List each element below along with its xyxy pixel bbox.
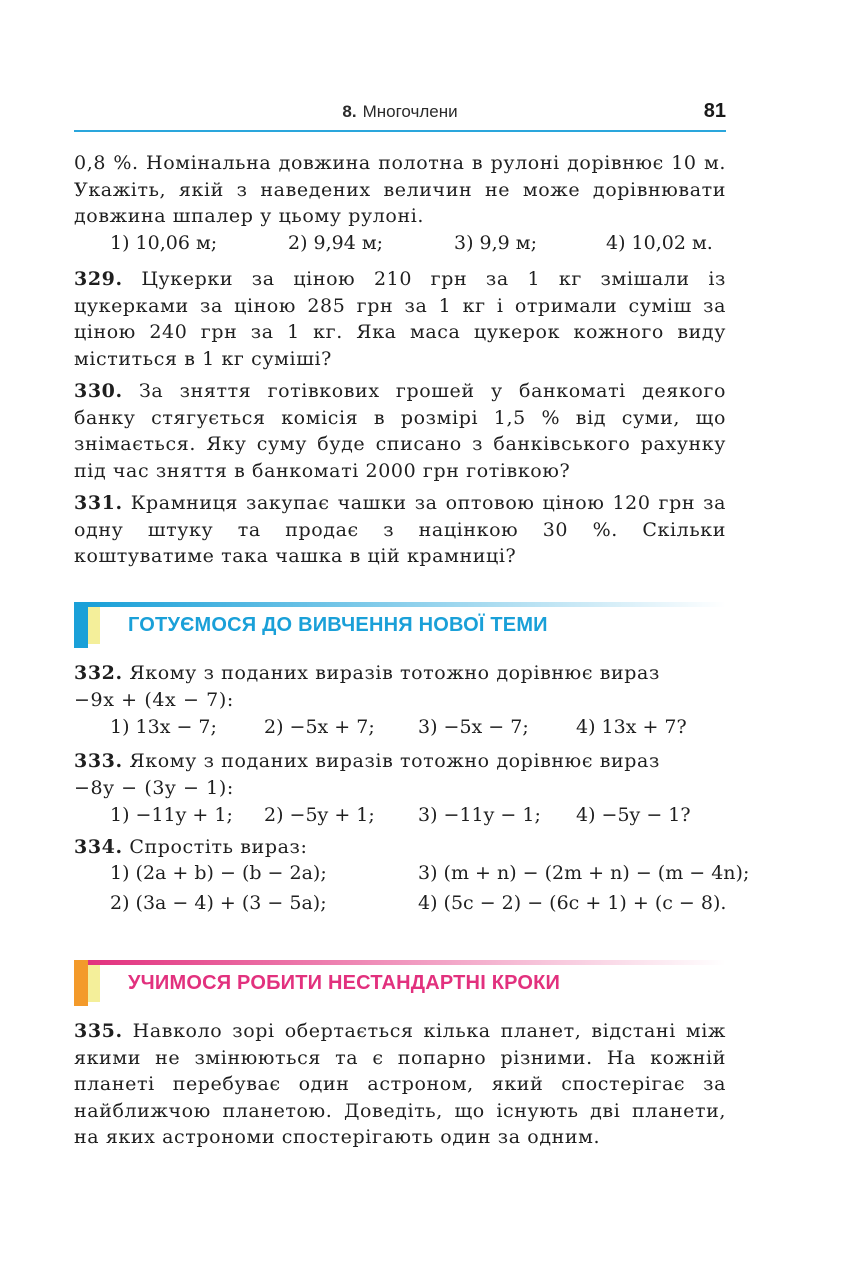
problem-text: Навколо зорі обертається кілька планет, відстані між якими не змінюються та є попарно різними. На кожній планеті перебуває один астроном, який спостерігає за найближчою планетою. Доведіть, що існують дві планети, на яких астрономи спостерігають один за одним. <box>74 1020 726 1148</box>
item-2: 2) (3a − 4) + (3 − 5a); <box>110 892 327 914</box>
chapter-heading <box>74 102 726 122</box>
item-3: 3) (m + n) − (2m + n) − (m − 4n); <box>418 862 750 884</box>
p333-options <box>74 804 726 830</box>
option-1: 1) −11y + 1; <box>110 804 233 826</box>
banner-accent <box>74 602 88 648</box>
problem-text: Спростіть вираз: <box>129 836 308 858</box>
option-2: 2) −5x + 7; <box>264 716 375 738</box>
problem-text: За зняття готівкових грошей у банкоматі деякого банку стягується комісія в розмірі 1,5 % від суми, що знімається. Яку суму буде списано з банківського рахунку під час зняття в банкоматі 2000 грн готівкою? <box>74 380 726 482</box>
option-3: 3) −11y − 1; <box>418 804 541 826</box>
problem-number: 333. <box>74 750 123 772</box>
p332-options <box>74 716 726 742</box>
problem-number: 335. <box>74 1020 123 1042</box>
option-3: 3) −5x − 7; <box>418 716 529 738</box>
option-4: 4) 13x + 7? <box>576 716 687 738</box>
problem-330 <box>74 378 726 484</box>
item-4: 4) (5c − 2) − (6c + 1) + (c − 8). <box>418 892 727 914</box>
expression: −8y − (3y − 1): <box>74 776 234 799</box>
section-title: УЧИМОСЯ РОБИТИ НЕСТАНДАРТНІ КРОКИ <box>128 972 561 994</box>
banner-accent-light <box>88 964 100 1002</box>
banner-accent <box>74 960 88 1006</box>
problem-number: 330. <box>74 380 123 402</box>
option-1: 1) 10,06 м; <box>110 232 218 254</box>
problem-number: 334. <box>74 836 123 858</box>
problem-text: Якому з поданих виразів тотожно дорівнює вираз <box>129 750 660 772</box>
expression: −9x + (4x − 7): <box>74 688 234 711</box>
chapter-title: Многочлени <box>362 102 458 121</box>
section-title: ГОТУЄМОСЯ ДО ВИВЧЕННЯ НОВОЇ ТЕМИ <box>128 614 548 636</box>
intro-options <box>74 232 726 258</box>
problem-332 <box>74 660 726 713</box>
banner-accent-light <box>88 606 100 644</box>
problem-text: Цукерки за ціною 210 грн за 1 кг змішали із цукерками за ціною 285 грн за 1 кг і отримали суміш за ціною 240 грн за 1 кг. Яка маса цукерок кожного виду міститься в 1 кг суміші? <box>74 268 726 370</box>
problem-number: 329. <box>74 268 123 290</box>
problem-331 <box>74 490 726 570</box>
banner-strip <box>88 602 726 607</box>
problem-text: Крамниця закупає чашки за оптовою ціною 120 грн за одну штуку та продає з націнкою 30 %. Скільки коштуватиме така чашка в цій крамниці? <box>74 492 727 567</box>
banner-strip <box>88 960 726 965</box>
intro-text: 0,8 %. Номінальна довжина полотна в рулоні дорівнює 10 м. Укажіть, якій з наведених величин не може дорівнювати довжина шпалер у цьому рулоні. <box>74 152 726 227</box>
option-3: 3) 9,9 м; <box>454 232 537 254</box>
problem-329 <box>74 266 726 372</box>
option-1: 1) 13x − 7; <box>110 716 217 738</box>
option-2: 2) 9,94 м; <box>288 232 384 254</box>
problem-number: 331. <box>74 492 123 514</box>
item-1: 1) (2a + b) − (b − 2a); <box>110 862 327 884</box>
problem-text: Якому з поданих виразів тотожно дорівнює вираз <box>129 662 660 684</box>
page-number: 81 <box>703 100 726 122</box>
chapter-number: 8. <box>342 102 357 121</box>
section-banner-nonstandard <box>74 960 726 1006</box>
option-4: 4) 10,02 м. <box>606 232 713 254</box>
problem-number: 332. <box>74 662 123 684</box>
page-header <box>74 100 726 132</box>
option-4: 4) −5y − 1? <box>576 804 691 826</box>
section-banner-prepare <box>74 602 726 648</box>
problem-334 <box>74 834 726 861</box>
problem-335 <box>74 1018 726 1151</box>
p334-row2 <box>74 892 726 918</box>
p334-row1 <box>74 862 750 888</box>
option-2: 2) −5y + 1; <box>264 804 375 826</box>
problem-333 <box>74 748 726 801</box>
